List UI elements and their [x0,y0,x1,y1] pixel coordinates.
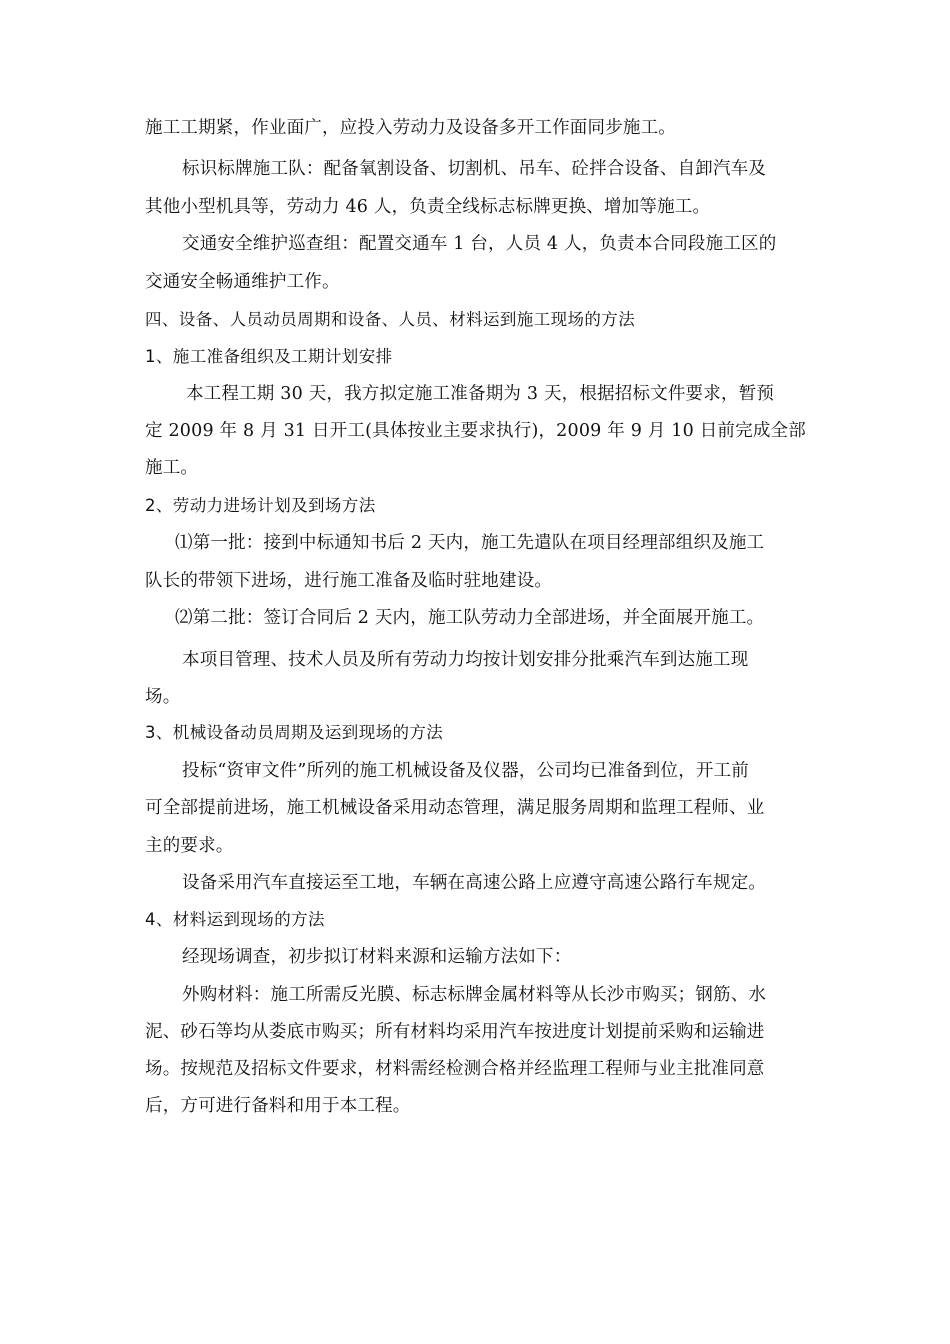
paragraph-line: 泥、砂石等均从娄底市购买；所有材料均采用汽车按进度计划提前采购和运输进 [145,1022,765,1042]
paragraph-line: 施工工期紧，作业面广，应投入劳动力及设备多开工作面同步施工。 [145,118,676,138]
paragraph-line: 外购材料：施工所需反光膜、标志标牌金属材料等从长沙市购买；钢筋、水 [182,985,767,1005]
subsection-heading: 2、劳动力进场计划及到场方法 [145,496,376,515]
paragraph-line: 后，方可进行备料和用于本工程。 [145,1096,411,1116]
paragraph-line: 经现场调查，初步拟订材料来源和运输方法如下： [182,947,572,967]
paragraph-line: 交通安全维护巡查组：配置交通车 1 台，人员 4 人，负责本合同段施工区的 [182,234,777,254]
paragraph-line: 设备采用汽车直接运至工地，车辆在高速公路上应遵守高速公路行车规定。 [182,873,767,893]
paragraph-line: 场。按规范及招标文件要求，材料需经检测合格并经监理工程师与业主批准同意 [145,1059,765,1079]
paragraph-line: ⑴第一批：接到中标通知书后 2 天内，施工先遣队在项目经理部组织及施工 [175,533,765,553]
paragraph-line: 标识标牌施工队：配备氧割设备、切割机、吊车、砼拌合设备、自卸汽车及 [182,159,767,179]
paragraph-line: 投标“资审文件”所列的施工机械设备及仪器，公司均已准备到位，开工前 [182,761,749,781]
subsection-heading: 1、施工准备组织及工期计划安排 [145,347,393,366]
paragraph-line: 可全部提前进场，施工机械设备采用动态管理，满足服务周期和监理工程师、业 [145,798,765,818]
paragraph-line: 其他小型机具等，劳动力 46 人，负责全线标志标牌更换、增加等施工。 [145,197,711,217]
paragraph-line: 定 2009 年 8 月 31 日开工(具体按业主要求执行)，2009 年 9 月 10 日前完成全部 [145,421,806,441]
subsection-heading: 3、机械设备动员周期及运到现场的方法 [145,723,444,742]
section-heading: 四、设备、人员动员周期和设备、人员、材料运到施工现场的方法 [145,310,636,329]
paragraph-line: 本项目管理、技术人员及所有劳动力均按计划安排分批乘汽车到达施工现 [182,650,749,670]
paragraph-line: 本工程工期 30 天，我方拟定施工准备期为 3 天，根据招标文件要求，暂预 [186,384,775,404]
subsection-heading: 4、材料运到现场的方法 [145,910,325,929]
paragraph-line: 交通安全畅通维护工作。 [145,272,340,292]
paragraph-line: 主的要求。 [145,836,234,856]
paragraph-line: 队长的带领下进场，进行施工准备及临时驻地建设。 [145,571,553,591]
paragraph-line: 施工。 [145,458,199,478]
paragraph-line: ⑵第二批：签订合同后 2 天内，施工队劳动力全部进场，并全面展开施工。 [175,608,765,628]
paragraph-line: 场。 [145,687,181,707]
